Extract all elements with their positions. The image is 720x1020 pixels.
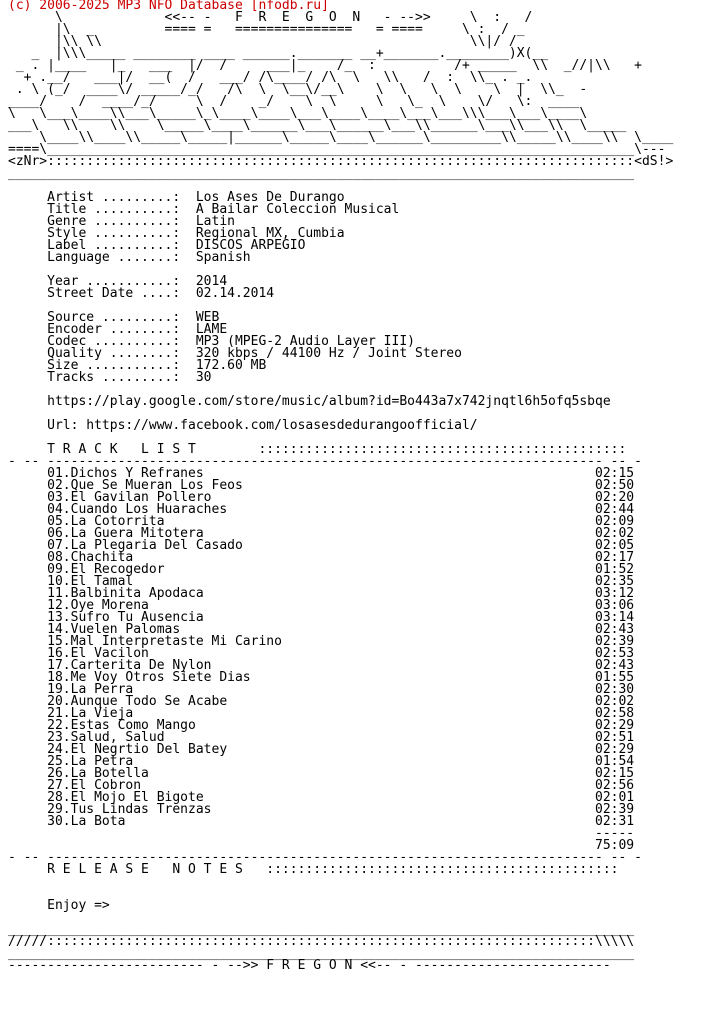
nfo-line: Tracks .........: 30 xyxy=(8,370,212,385)
nfo-line: Codec ..........: MP3 (MPEG-2 Audio Layer III) xyxy=(8,334,415,349)
nfo-line: Size ...........: 172.60 MB xyxy=(8,358,267,373)
nfo-line: 04.Cuando Los Huaraches 02:44 xyxy=(8,502,635,517)
nfo-line: \ \___\____\\___\_____\_\____\____\___\____\____\___\___\\\___\___\____\ xyxy=(8,106,588,121)
nfo-line: /////::::::::::::::::::::::::::::::::::::::::::::::::::::::::::::::::::::::\\\\\ xyxy=(8,934,635,949)
nfo-line xyxy=(8,984,673,996)
nfo-line: _ |\\\_____ ________ ____ ______._______ __+_______.________)X(__ xyxy=(8,46,549,61)
nfo-line: 09.El Recogedor 01:52 xyxy=(8,562,635,577)
nfo-line: - -- ----------------------------------------------------------------------- -- - xyxy=(8,850,642,865)
nfo-line: Label ..........: DISCOS ARPEGIO xyxy=(8,238,306,253)
nfo-line: ___\ \\ \\ \_____\____\______\___\______\___\\______\___\\___\\ \_____ xyxy=(8,118,627,133)
nfo-line: Encoder ........: LAME xyxy=(8,322,228,337)
nfo-line: Source .........: WEB xyxy=(8,310,220,325)
nfo-line: 16.El Vacilon 02:53 xyxy=(8,646,635,661)
nfo-line: ----- xyxy=(8,826,635,841)
nfo-line: 28.El Mojo El Bigote 02:01 xyxy=(8,790,635,805)
nfo-line: Year ...........: 2014 xyxy=(8,274,228,289)
nfo-line: 23.Salud, Salud 02:51 xyxy=(8,730,635,745)
nfo-line: 30.La Bota 02:31 xyxy=(8,814,635,829)
nfo-line: 11.Balbinita Apodaca 03:12 xyxy=(8,586,635,601)
copyright-header: (c) 2006-2025 MP3 NFO Database [nfodb.ru] xyxy=(8,0,329,13)
nfo-line: R E L E A S E N O T E S ::::::::::::::::::::::::::::::::::::::::::::: xyxy=(8,862,619,877)
nfo-line xyxy=(8,996,673,1008)
nfo-line: 14.Vuelen Palomas 02:43 xyxy=(8,622,635,637)
nfo-line: https://play.google.com/store/music/album?id=Bo443a7x742jnqtl6h5ofq5sbqe xyxy=(8,394,611,409)
nfo-line: ________________________________________________________________________________ xyxy=(8,166,635,181)
nfo-line: \____\\____\\_____\_____|______\_____\____\______\_________\\_____\\____\\ \____ xyxy=(8,130,674,145)
nfo-line: 06.La Guera Mitotera 02:02 xyxy=(8,526,635,541)
nfo-line: 20.Aunque Todo Se Acabe 02:02 xyxy=(8,694,635,709)
nfo-line: 07.La Plegaria Del Casado 02:05 xyxy=(8,538,635,553)
nfo-line: Language .......: Spanish xyxy=(8,250,251,265)
nfo-line: Quality ........: 320 kbps / 44100 Hz / Joint Stereo xyxy=(8,346,462,361)
nfo-line: |\\ \\ \\|/ / xyxy=(8,34,517,49)
nfo-line: Title ..........: A Bailar Coleccion Musical xyxy=(8,202,400,217)
nfo-line: ________________________________________________________________________________ xyxy=(8,946,635,961)
nfo-line: 03.El Gavilan Pollero 02:20 xyxy=(8,490,635,505)
nfo-line: 10.El Tamal 02:35 xyxy=(8,574,635,589)
nfo-line: 12.Oye Morena 03:06 xyxy=(8,598,635,613)
nfo-line: Enjoy => xyxy=(8,898,110,913)
nfo-line: 29.Tus Lindas Trenzas 02:39 xyxy=(8,802,635,817)
nfo-line: ====\___________________________________________________________________________\--- xyxy=(8,142,666,157)
nfo-line: 17.Carterita De Nylon 02:43 xyxy=(8,658,635,673)
nfo-line: 08.Chachita 02:17 xyxy=(8,550,635,565)
nfo-line: ------------------------- - -->> F R E G O N <<-- - ------------------------- xyxy=(8,958,611,973)
nfo-line: 18.Me Voy Otros Siete Dias 01:55 xyxy=(8,670,635,685)
nfo-line: |\ _ ==== = =============== = ==== \ : / _ xyxy=(8,22,525,37)
nfo-line: - -- ----------------------------------------------------------------------- -- - xyxy=(8,454,642,469)
nfo-line xyxy=(8,876,673,888)
nfo-line: 27.El Cobron 02:56 xyxy=(8,778,635,793)
nfo-line: \ <<-- - F R E G O N - -->> \ : / xyxy=(8,10,533,25)
nfo-line: Street Date ....: 02.14.2014 xyxy=(8,286,275,301)
nfo-line: <zNr>:::::::::::::::::::::::::::::::::::::::::::::::::::::::::::::::::::::::::::<dS!> xyxy=(8,154,674,169)
nfo-line: 19.La Perra 02:30 xyxy=(8,682,635,697)
nfo-line: Artist .........: Los Ases De Durango xyxy=(8,190,345,205)
nfo-line: 13.Sufro Tu Ausencia 03:14 xyxy=(8,610,635,625)
nfo-line: 75:09 xyxy=(8,838,635,853)
nfo-line: _ . |____ |_ ___ |/ / ___|_ /_ : /+ _____ \\ _//|\\ + xyxy=(8,58,642,73)
nfo-line: 22.Estas Como Mango 02:29 xyxy=(8,718,635,733)
nfo-line: 21.La Vieja 02:58 xyxy=(8,706,635,721)
nfo-line: Url: https://www.facebook.com/losasesdedurangoofficial/ xyxy=(8,418,478,433)
nfo-line: 24.El Negrtio Del Batey 02:29 xyxy=(8,742,635,757)
nfo-line: 01.Dichos Y Refranes 02:15 xyxy=(8,466,635,481)
nfo-line: ________________________________________________________________________________ xyxy=(8,922,635,937)
nfo-line: 02.Que Se Mueran Los Feos 02:50 xyxy=(8,478,635,493)
nfo-line: + .__/ ___|/ __( / ___/ /\____/ /\ \ \\ / : \\_ . _. xyxy=(8,70,533,85)
nfo-line: Genre ..........: Latin xyxy=(8,214,235,229)
nfo-line xyxy=(8,972,673,984)
nfo-line: Style ..........: Regional MX, Cumbia xyxy=(8,226,345,241)
nfo-document xyxy=(8,0,673,1008)
nfo-line: ____/ / ____/_/ \ / _/ \ \ \ \_ \ \/ \: ____ xyxy=(8,94,580,109)
nfo-line: 25.La Petra 01:54 xyxy=(8,754,635,769)
nfo-line: . \ (_/ ____\/ _____/_/ /\ \ \__\/__\ \ \ \ \ \ | \\_ - xyxy=(8,82,588,97)
nfo-line: 15.Mal Interpretaste Mi Carino 02:39 xyxy=(8,634,635,649)
nfo-line: 26.La Botella 02:15 xyxy=(8,766,635,781)
nfo-line: 05.La Cotorrita 02:09 xyxy=(8,514,635,529)
nfo-line: T R A C K L I S T ::::::::::::::::::::::::::::::::::::::::::::::: xyxy=(8,442,627,457)
